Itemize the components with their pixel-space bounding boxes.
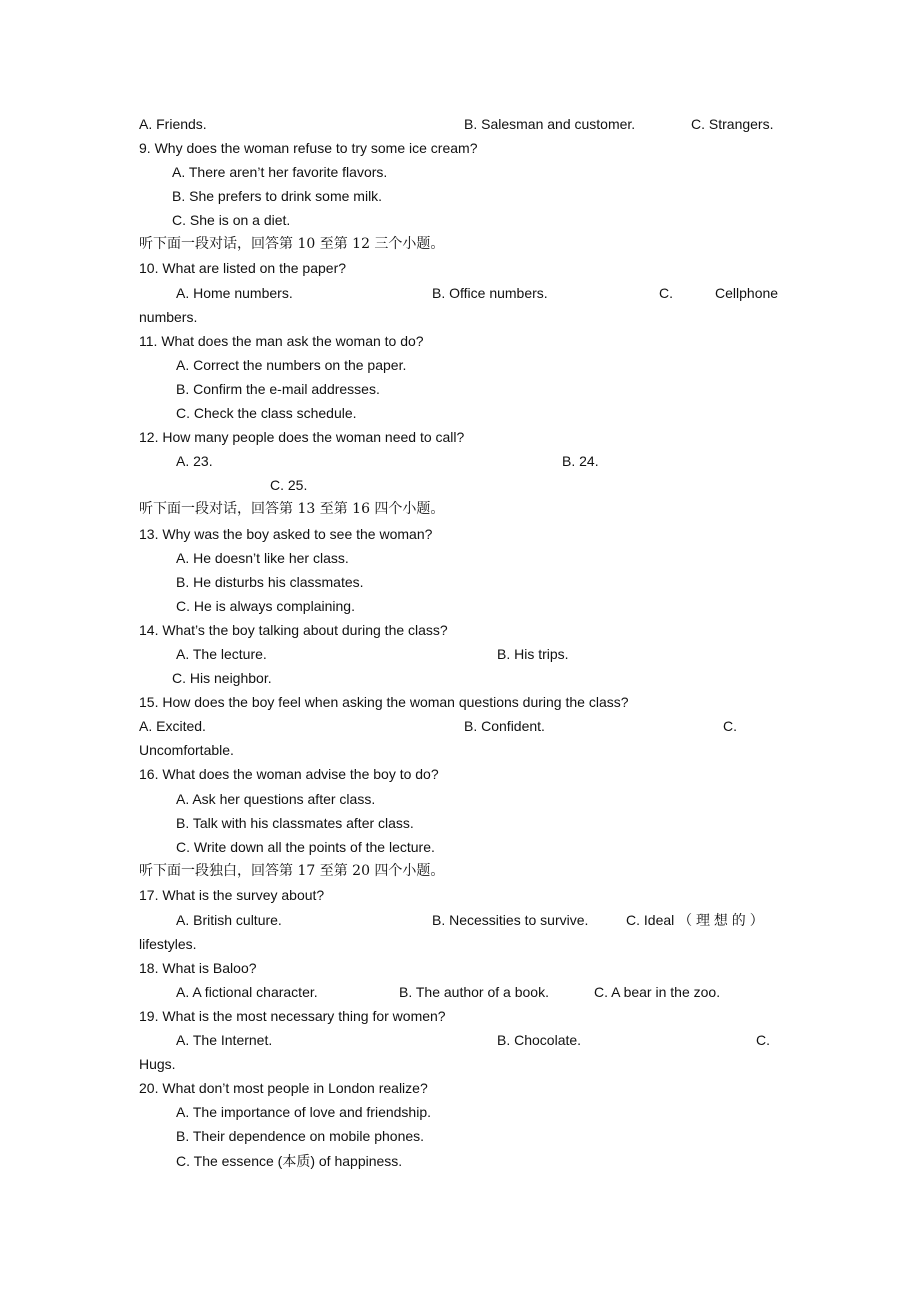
q12-option-a: A. 23. (176, 453, 213, 469)
q14-question: 14. What’s the boy talking about during the class? (139, 622, 448, 638)
q9-option-c: C. She is on a diet. (172, 212, 291, 228)
q19-option-c-letter: C. (756, 1032, 770, 1048)
q12-option-b: B. 24. (562, 453, 599, 469)
q13-option-c: C. He is always complaining. (176, 598, 355, 614)
q14-option-a: A. The lecture. (176, 646, 267, 662)
q17-question: 17. What is the survey about? (139, 887, 325, 903)
section-heading-17-20: 听下面一段独白，回答第 17 至第 20 四个小题。 (139, 863, 445, 879)
q20-option-c: C. The essence (本质) of happiness. (176, 1153, 403, 1169)
q10-option-c-continued: numbers. (139, 309, 198, 325)
q10-option-b: B. Office numbers. (432, 285, 548, 301)
q17-option-c: C. Ideal （ 理 想 的 ） (626, 912, 764, 928)
q15-option-c-text: Uncomfortable. (139, 742, 234, 758)
q17-option-a: A. British culture. (176, 912, 282, 928)
q9-option-b: B. She prefers to drink some milk. (172, 188, 383, 204)
q14-option-c: C. His neighbor. (172, 670, 272, 686)
q16-option-a: A. Ask her questions after class. (176, 791, 376, 807)
q14-option-b: B. His trips. (497, 646, 569, 662)
q8-option-c: C. Strangers. (691, 116, 774, 132)
q18-question: 18. What is Baloo? (139, 960, 257, 976)
q18-option-a: A. A fictional character. (176, 984, 318, 1000)
q8-option-b: B. Salesman and customer. (464, 116, 636, 132)
q13-option-b: B. He disturbs his classmates. (176, 574, 364, 590)
q13-question: 13. Why was the boy asked to see the woman? (139, 526, 433, 542)
q20-question: 20. What don’t most people in London realize? (139, 1080, 428, 1096)
q10-option-c-text: Cellphone (715, 285, 779, 301)
q12-option-c: C. 25. (270, 477, 308, 493)
q17-option-c-continued: lifestyles. (139, 936, 197, 952)
q10-question: 10. What are listed on the paper? (139, 260, 347, 276)
q18-option-b: B. The author of a book. (399, 984, 549, 1000)
q9-option-a: A. There aren’t her favorite flavors. (172, 164, 388, 180)
q15-option-b: B. Confident. (464, 718, 545, 734)
q15-question: 15. How does the boy feel when asking the woman questions during the class? (139, 694, 629, 710)
q20-option-b: B. Their dependence on mobile phones. (176, 1128, 425, 1144)
q20-option-a: A. The importance of love and friendship. (176, 1104, 432, 1120)
q16-option-c: C. Write down all the points of the lecture. (176, 839, 435, 855)
q11-option-a: A. Correct the numbers on the paper. (176, 357, 407, 373)
q11-option-c: C. Check the class schedule. (176, 405, 357, 421)
q10-option-a: A. Home numbers. (176, 285, 293, 301)
q16-question: 16. What does the woman advise the boy to do? (139, 766, 439, 782)
q18-option-c: C. A bear in the zoo. (594, 984, 721, 1000)
q10-option-c-letter: C. (659, 285, 673, 301)
q9-question: 9. Why does the woman refuse to try some ice cream? (139, 140, 478, 156)
section-heading-13-16: 听下面一段对话，回答第 13 至第 16 四个小题。 (139, 501, 445, 517)
q16-option-b: B. Talk with his classmates after class. (176, 815, 414, 831)
q11-option-b: B. Confirm the e-mail addresses. (176, 381, 380, 397)
q19-option-c-text: Hugs. (139, 1056, 176, 1072)
q17-option-b: B. Necessities to survive. (432, 912, 589, 928)
q15-option-c-letter: C. (723, 718, 737, 734)
q15-option-a: A. Excited. (139, 718, 206, 734)
q12-question: 12. How many people does the woman need to call? (139, 429, 465, 445)
q19-option-a: A. The Internet. (176, 1032, 273, 1048)
q19-option-b: B. Chocolate. (497, 1032, 582, 1048)
q8-option-a: A. Friends. (139, 116, 207, 132)
q19-question: 19. What is the most necessary thing for women? (139, 1008, 446, 1024)
q11-question: 11. What does the man ask the woman to do? (139, 333, 424, 349)
q13-option-a: A. He doesn’t like her class. (176, 550, 349, 566)
section-heading-10-12: 听下面一段对话，回答第 10 至第 12 三个小题。 (139, 236, 445, 252)
